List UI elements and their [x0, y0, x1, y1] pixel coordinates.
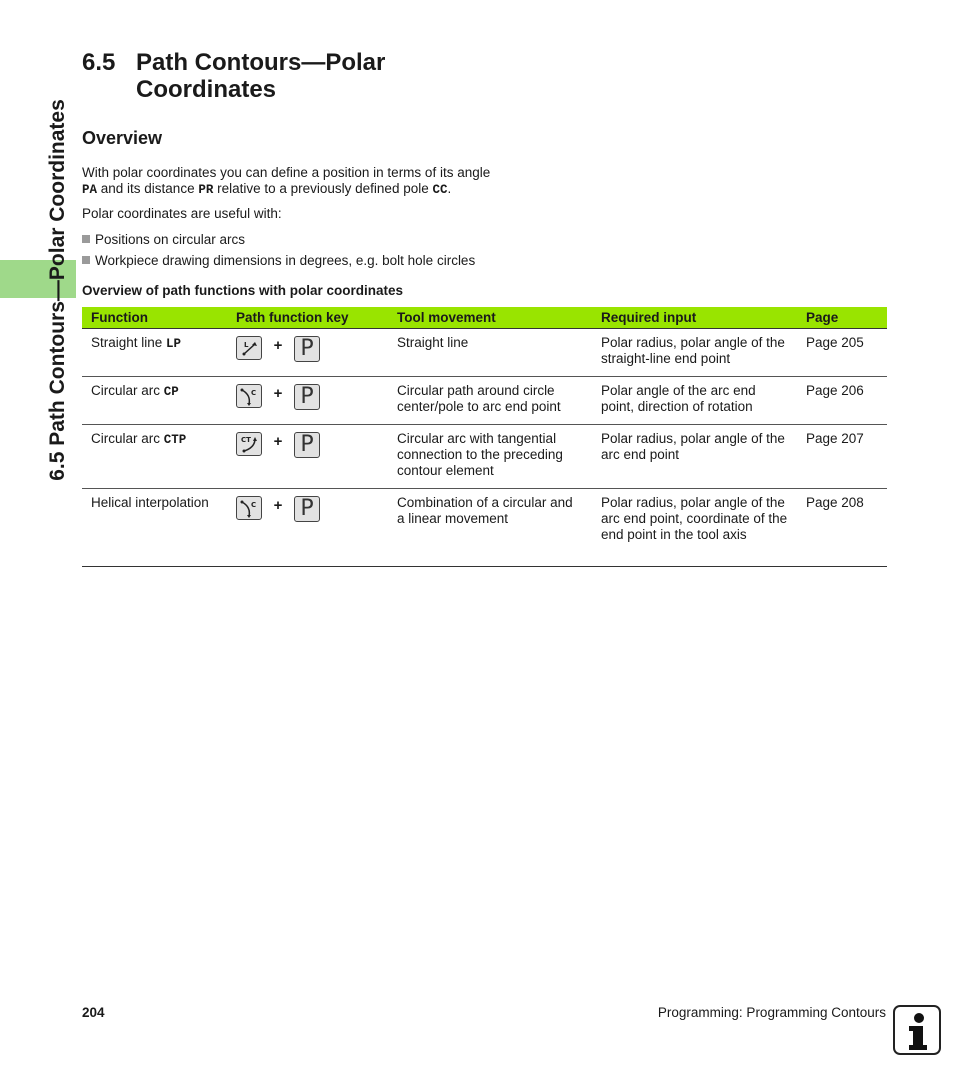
lp-key-icon[interactable] [236, 336, 262, 360]
input-cell: Polar radius, polar angle of the straight-line end point [592, 329, 797, 377]
bullet-item [82, 232, 245, 247]
bullet-square-icon [82, 256, 90, 264]
function-name: Circular arc [91, 431, 164, 446]
column-header: Path function key [227, 307, 388, 329]
path-functions-table [82, 307, 887, 567]
column-header: Function [82, 307, 227, 329]
p-key[interactable]: P [294, 384, 320, 410]
intro-text-3: relative to a previously defined pole [213, 181, 433, 196]
column-header: Required input [592, 307, 797, 329]
plus-sign: + [273, 337, 283, 354]
movement-cell: Circular arc with tangential connection to the preceding contour element [388, 425, 592, 489]
page-number: 204 [82, 1005, 105, 1020]
table-row [82, 377, 887, 425]
input-cell: Polar radius, polar angle of the arc end point [592, 425, 797, 489]
intro-paragraph [82, 165, 542, 198]
code-pr: PR [198, 183, 214, 197]
key-cell [227, 425, 388, 489]
page-cell: Page 208 [797, 489, 887, 567]
overview-heading: Overview [82, 128, 163, 148]
page-cell: Page 205 [797, 329, 887, 377]
plus-sign: + [273, 433, 283, 450]
info-icon [893, 1005, 941, 1055]
key-label: L [244, 341, 249, 349]
key-label: C [251, 501, 257, 509]
function-cell [82, 489, 227, 567]
p-key[interactable]: P [294, 496, 320, 522]
key-cell [227, 329, 388, 377]
code-pa: PA [82, 183, 98, 197]
chapter-title: Programming: Programming Contours [657, 1005, 886, 1020]
plus-sign: + [273, 385, 283, 402]
movement-cell: Straight line [388, 329, 592, 377]
code-cc: CC [432, 183, 448, 197]
key-label: CT [241, 436, 251, 444]
bullet-text: Workpiece drawing dimensions in degrees, e.g. bolt hole circles [95, 253, 476, 268]
intro-text-2: and its distance [97, 181, 199, 196]
function-cell [82, 425, 227, 489]
side-tab-title: 6.5 Path Contours—Polar Coordinates [46, 99, 69, 481]
table-row [82, 489, 887, 567]
movement-cell: Circular path around circle center/pole to arc end point [388, 377, 592, 425]
cp-key-icon[interactable] [236, 384, 262, 408]
p-key[interactable]: P [294, 432, 320, 458]
bullet-text: Positions on circular arcs [95, 232, 246, 247]
bullet-square-icon [82, 235, 90, 243]
table-header-row [82, 307, 887, 329]
title-line-1: Path Contours—Polar [136, 49, 386, 76]
function-code: LP [166, 337, 182, 351]
title-line-2: Coordinates [136, 76, 277, 103]
ctp-key-icon[interactable] [236, 432, 262, 456]
table-row [82, 425, 887, 489]
movement-cell: Combination of a circular and a linear movement [388, 489, 592, 567]
intro-text-4: . [447, 181, 452, 196]
table-row [82, 329, 887, 377]
key-cell [227, 489, 388, 567]
column-header: Tool movement [388, 307, 592, 329]
plus-sign: + [273, 497, 283, 514]
page-cell: Page 207 [797, 425, 887, 489]
section-number: 6.5 [82, 49, 116, 76]
function-code: CP [163, 385, 179, 399]
p-key[interactable]: P [294, 336, 320, 362]
useful-with-text: Polar coordinates are useful with: [82, 206, 282, 221]
function-code: CTP [163, 433, 187, 447]
page-title [82, 49, 385, 103]
function-name: Circular arc [91, 383, 164, 398]
function-cell [82, 329, 227, 377]
helix-key-icon[interactable] [236, 496, 262, 520]
key-cell [227, 377, 388, 425]
table-caption: Overview of path functions with polar coordinates [82, 283, 404, 298]
page-cell: Page 206 [797, 377, 887, 425]
intro-text-1: With polar coordinates you can define a position in terms of its angle [82, 165, 491, 180]
key-label: C [251, 389, 257, 397]
column-header: Page [797, 307, 887, 329]
function-name: Straight line [91, 335, 167, 350]
input-cell: Polar angle of the arc end point, direction of rotation [592, 377, 797, 425]
function-name: Helical interpolation [91, 495, 209, 510]
function-cell [82, 377, 227, 425]
bullet-item [82, 253, 475, 268]
input-cell: Polar radius, polar angle of the arc end point, coordinate of the end point in the tool axis [592, 489, 797, 567]
